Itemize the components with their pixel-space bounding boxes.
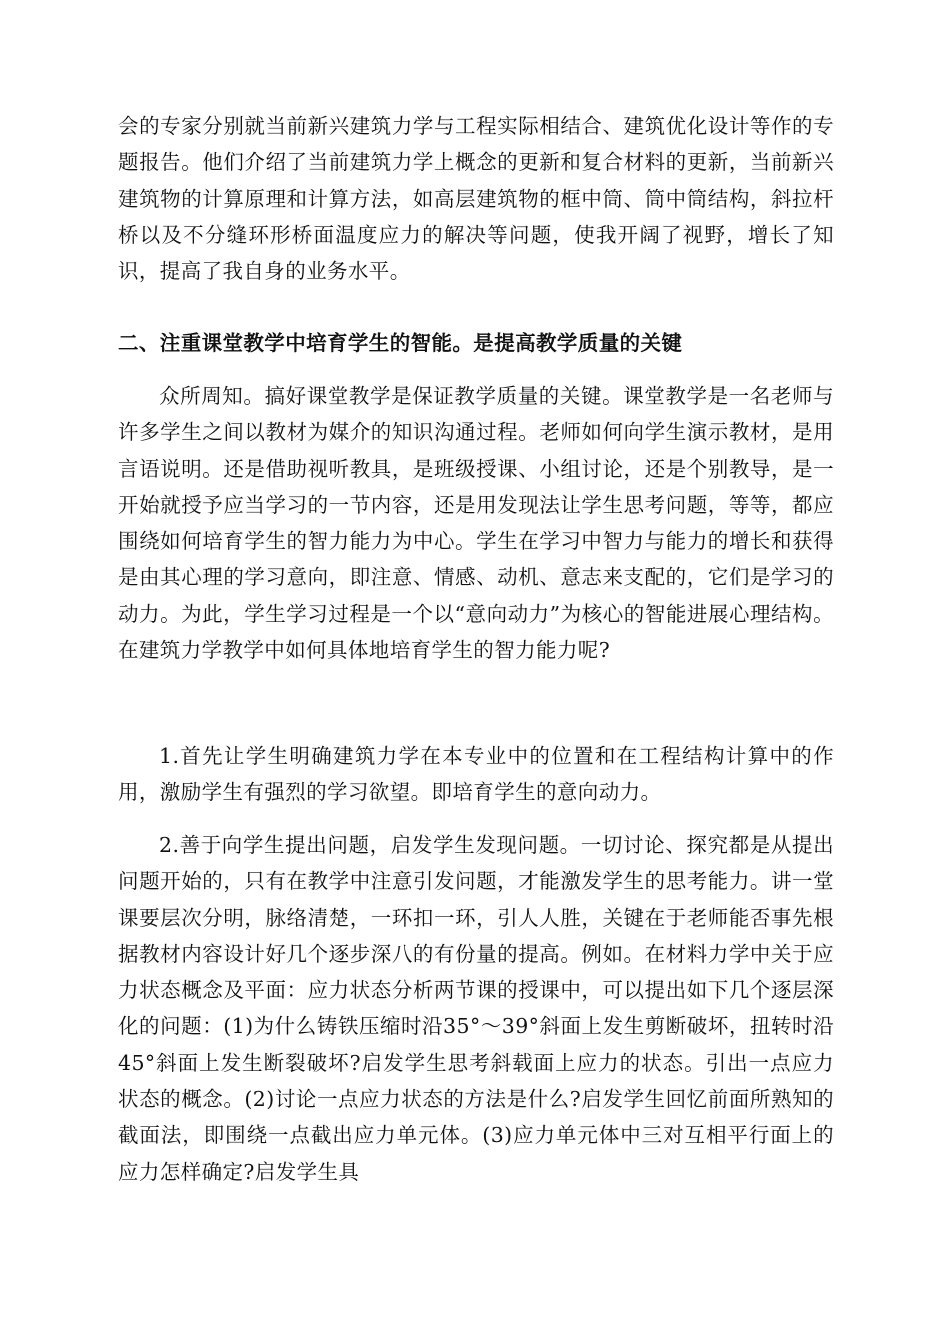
- paragraph-continued: 会的专家分别就当前新兴建筑力学与工程实际相结合、建筑优化设计等作的专题报告。他们介绍了当前建筑力学上概念的更新和复合材料的更新，当前新兴建筑物的计算原理和计算方法，如高层建筑物的框中筒、筒中筒结构，斜拉杆桥以及不分缝环形桥面温度应力的解决等问题，使我开阔了视野，增长了知识，提高了我自身的业务水平。: [118, 114, 834, 284]
- list-item-2: 2.善于向学生提出问题，启发学生发现问题。一切讨论、探究都是从提出问题开始的，只有在教学中注意引发问题，才能激发学生的思考能力。讲一堂课要层次分明，脉络清楚，一环扣一环，引人人胜，关键在于老师能否事先根据教材内容设计好几个逐步深八的有份量的提高。例如。在材料力学中关于应力状态概念及平面：应力状态分析两节课的授课中，可以提出如下几个逐层深化的问题：(1)为什么铸铁压缩时沿35°～39°斜面上发生剪断破坏，扭转时沿45°斜面上发生断裂破坏?启发学生思考斜载面上应力的状态。引出一点应力状态的概念。(2)讨论一点应力状态的方法是什么?启发学生回忆前面所熟知的截面法，即围绕一点截出应力单元体。(3)应力单元体中三对互相平行面上的应力怎样确定?启发学生具: [118, 833, 834, 1184]
- section-heading: 二、注重课堂教学中培育学生的智能。是提高教学质量的关键: [118, 331, 683, 355]
- list-item-1: 1.首先让学生明确建筑力学在本专业中的位置和在工程结构计算中的作用，激励学生有强烈的学习欲望。即培育学生的意向动力。: [118, 744, 834, 805]
- paragraph-intro: 众所周知。搞好课堂教学是保证教学质量的关键。课堂教学是一名老师与许多学生之间以教材为媒介的知识沟通过程。老师如何向学生演示教材，是用言语说明。还是借助视听教具，是班级授课、小组讨论，还是个别教导，是一开始就授予应当学习的一节内容，还是用发现法让学生思考问题，等等，都应围绕如何培育学生的智力能力为中心。学生在学习中智力与能力的增长和获得是由其心理的学习意向，即注意、情感、动机、意志来支配的，它们是学习的动力。为此，学生学习过程是一个以“意向动力”为核心的智能进展心理结构。在建筑力学教学中如何具体地培育学生的智力能力呢?: [118, 384, 834, 663]
